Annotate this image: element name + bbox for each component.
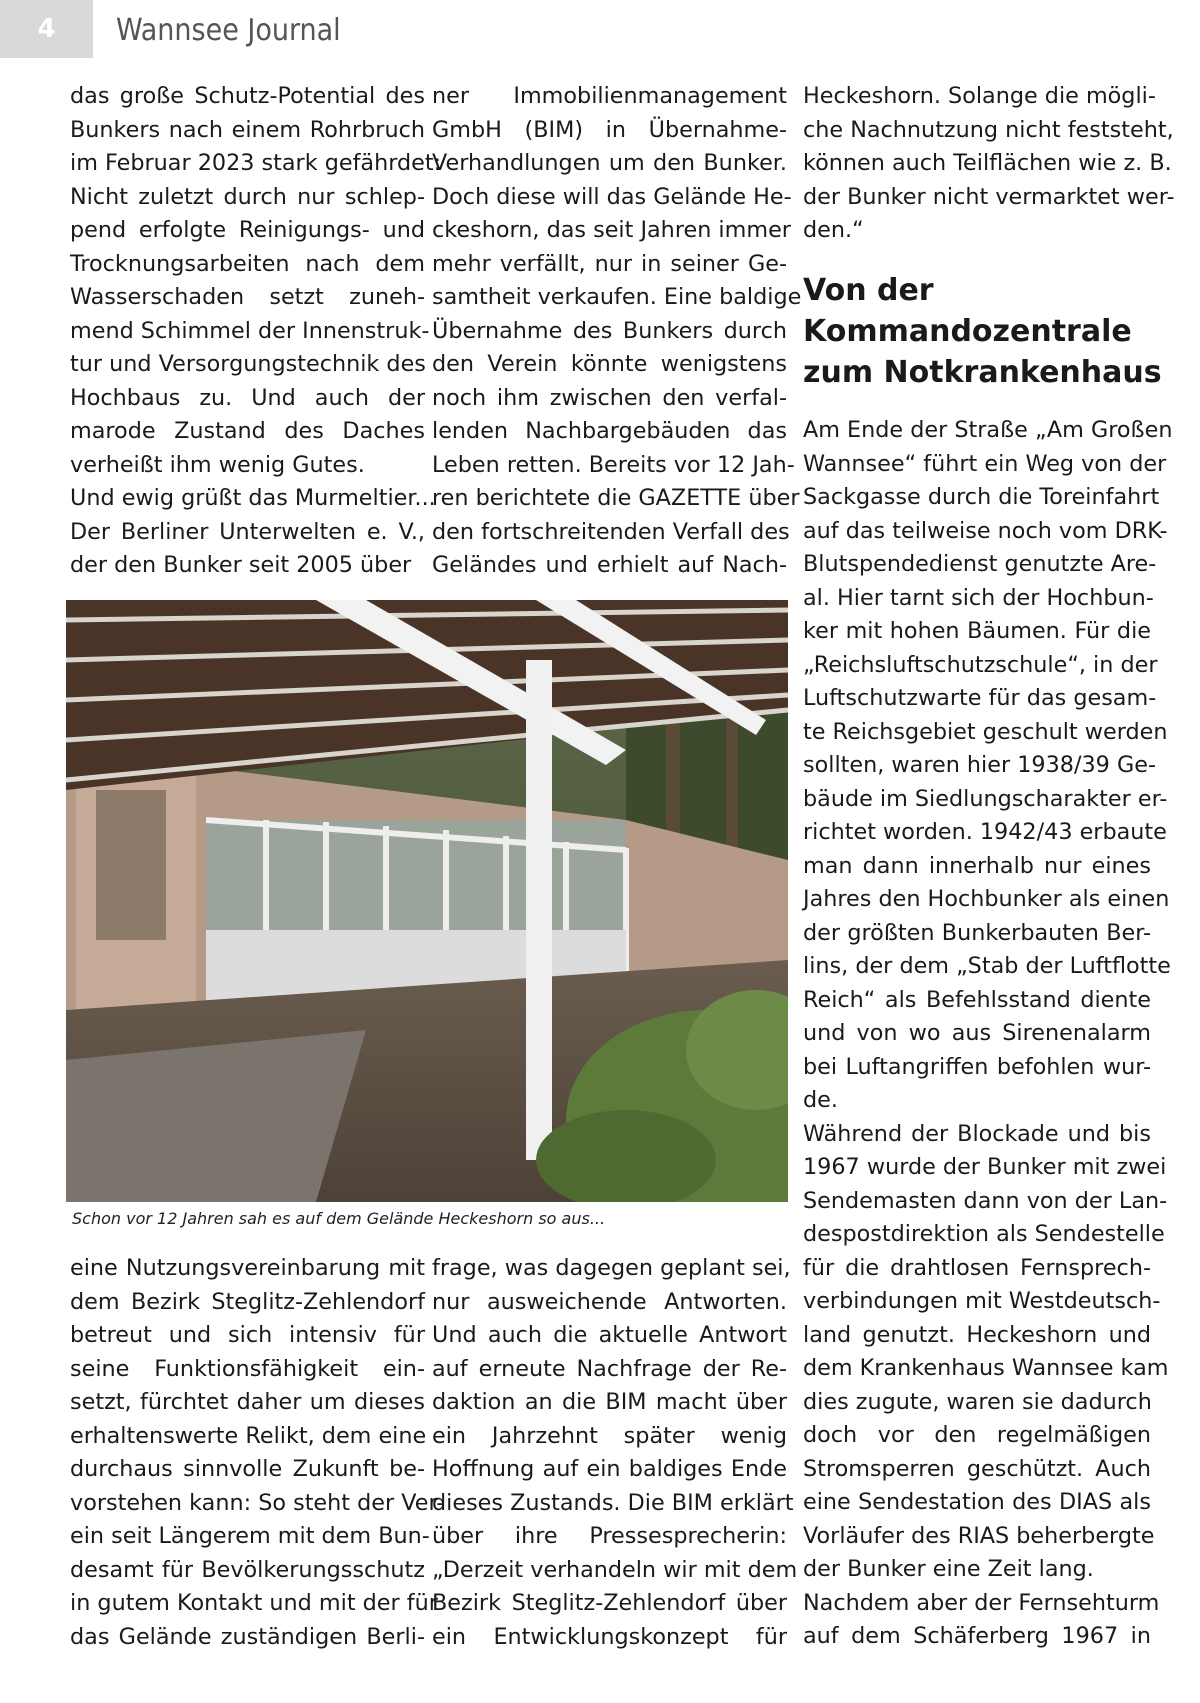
heading-line: zum Notkrankenhaus [803, 355, 1162, 390]
text-line: Leben retten. Bereits vor 12 Jah- [432, 451, 795, 478]
text-line: das große Schutz-Potential des [70, 83, 425, 109]
text-line: che Nachnutzung nicht feststeht, [803, 116, 1174, 143]
text-line: verbindungen mit Westdeutsch- [803, 1288, 1161, 1314]
text-line: durchaus sinnvolle Zukunft be- [70, 1456, 425, 1482]
text-line: Hoffnung auf ein baldiges Ende [432, 1456, 787, 1482]
text-line: daktion an die BIM macht über [432, 1389, 787, 1415]
text-line: despostdirektion als Sendestelle [803, 1221, 1165, 1247]
text-line: te Reichsgebiet geschult werden [803, 718, 1168, 745]
text-line: ein Entwicklungskonzept für [432, 1623, 787, 1650]
text-line: ner Immobilienmanagement [432, 83, 787, 109]
text-line: können auch Teilflächen wie z. B. [803, 150, 1172, 176]
text-line: GmbH (BIM) in Übernahme- [432, 116, 787, 143]
text-line: Wannsee“ führt ein Weg von der [803, 450, 1167, 477]
column-2-bottom-text [432, 1252, 798, 1654]
text-line: im Februar 2023 stark gefährdet: [70, 150, 442, 176]
text-line: Bezirk Steglitz-Zehlendorf über [432, 1590, 787, 1616]
text-line: und von wo aus Sirenenalarm [803, 1020, 1151, 1046]
text-line: vorstehen kann: So steht der Ver- [70, 1489, 445, 1516]
text-line: dem Bezirk Steglitz-Zehlendorf [70, 1288, 425, 1315]
column-1-bottom-text [70, 1252, 445, 1654]
heading-line: Von der [803, 273, 934, 308]
text-line: seine Funktionsfähigkeit ein- [70, 1355, 425, 1382]
text-line: „Derzeit verhandeln wir mit dem [432, 1556, 798, 1583]
text-line: über ihre Pressesprecherin: [432, 1523, 787, 1549]
text-line: bei Luftangriffen befohlen wur- [803, 1053, 1151, 1080]
text-line: verheißt ihm wenig Gutes. [70, 451, 365, 478]
text-line: Jahres den Hochbunker als einen [803, 886, 1170, 912]
text-line: dies zugute, waren sie dadurch [803, 1388, 1152, 1415]
text-line: nur ausweichende Antworten. [432, 1288, 787, 1315]
text-line: doch vor den regelmäßigen [803, 1422, 1151, 1448]
text-line: bäude im Siedlungscharakter er- [803, 785, 1168, 812]
text-line: Der Berliner Unterwelten e. V., [70, 518, 425, 545]
text-line: Nicht zuletzt durch nur schlep- [70, 183, 425, 210]
text-line: man dann innerhalb nur eines [803, 852, 1151, 879]
page-number: 4 [0, 0, 93, 58]
text-line: Geländes und erhielt auf Nach- [432, 552, 787, 578]
text-line: noch ihm zwischen den verfal- [432, 384, 787, 411]
text-line: „Reichsluftschutzschule“, in der [803, 651, 1158, 678]
heading-line: Kommandozentrale [803, 314, 1132, 349]
text-line: auf erneute Nachfrage der Re- [432, 1355, 787, 1382]
text-line: de. [803, 1087, 838, 1113]
text-line: mehr verfällt, nur in seiner Ge- [432, 250, 787, 277]
text-line: Vorläufer des RIAS beherbergte [803, 1522, 1155, 1549]
text-line: Heckeshorn. Solange die mögli- [803, 83, 1156, 109]
text-line: Übernahme des Bunkers durch [432, 317, 787, 344]
text-line: der den Bunker seit 2005 über [70, 552, 412, 578]
text-line: Doch diese will das Gelände He- [432, 183, 792, 210]
text-line: in gutem Kontakt und mit der für [70, 1590, 438, 1616]
text-line: al. Hier tarnt sich der Hochbun- [803, 584, 1154, 611]
text-line: für die drahtlosen Fernsprech- [803, 1254, 1151, 1281]
page-header [0, 0, 1200, 58]
column-3-intro-text [803, 80, 1175, 248]
text-line: Nachdem aber der Fernsehturm [803, 1589, 1160, 1616]
text-line: desamt für Bevölkerungsschutz [70, 1556, 425, 1583]
text-line: Luftschutzwarte für das gesam- [803, 685, 1157, 711]
text-line: frage, was dagegen geplant sei, [432, 1255, 791, 1281]
text-line: sollten, waren hier 1938/39 Ge- [803, 752, 1156, 778]
text-line: der Bunker eine Zeit lang. [803, 1556, 1094, 1582]
text-line: Trocknungsarbeiten nach dem [70, 250, 425, 277]
text-line: den.“ [803, 217, 864, 243]
text-line: tur und Versorgungstechnik des [70, 351, 426, 377]
text-line: ein Jahrzehnt später wenig [432, 1422, 787, 1449]
text-line: Während der Blockade und bis [803, 1120, 1151, 1147]
section-heading [803, 270, 1162, 393]
text-line: Und auch die aktuelle Antwort [432, 1322, 787, 1348]
text-line: Blutspendedienst genutzte Are- [803, 551, 1157, 577]
column-2-top-text [432, 80, 802, 583]
text-line: land genutzt. Heckeshorn und [803, 1321, 1151, 1348]
article-photo [66, 600, 788, 1202]
text-line: eine Nutzungsvereinbarung mit [70, 1255, 425, 1281]
text-line: pend erfolgte Reinigungs- und [70, 217, 425, 243]
text-line: der Bunker nicht vermarktet wer- [803, 183, 1175, 210]
text-line: das Gelände zuständigen Berli- [70, 1623, 425, 1650]
text-line: betreut und sich intensiv für [70, 1322, 425, 1348]
column-3-body-text [803, 414, 1173, 1654]
text-line: ckeshorn, das seit Jahren immer [432, 217, 791, 243]
text-line: mend Schimmel der Innenstruk- [70, 317, 430, 344]
journal-title: Wannsee Journal [116, 13, 341, 48]
text-line: den fortschreitenden Verfall des [432, 518, 790, 545]
text-line: Sackgasse durch die Toreinfahrt [803, 484, 1160, 510]
bunker-ruin-photo [66, 600, 788, 1202]
text-line: 1967 wurde der Bunker mit zwei [803, 1154, 1167, 1180]
text-line: samtheit verkaufen. Eine baldige [432, 284, 802, 310]
text-line: ein seit Längerem mit dem Bun- [70, 1523, 430, 1549]
text-line: Verhandlungen um den Bunker. [432, 150, 787, 176]
photo-caption: Schon vor 12 Jahren sah es auf dem Gelände Heckeshorn so aus... [72, 1209, 606, 1228]
text-line: auf dem Schäferberg 1967 in [803, 1623, 1151, 1649]
text-line: Wasserschaden setzt zuneh- [70, 284, 425, 310]
text-line: erhaltenswerte Relikt, dem eine [70, 1422, 427, 1449]
text-line: Stromsperren geschützt. Auch [803, 1455, 1151, 1482]
text-line: den Verein könnte wenigstens [432, 351, 787, 377]
text-line: dieses Zustands. Die BIM erklärt [432, 1489, 794, 1516]
text-line: marode Zustand des Daches [70, 418, 425, 444]
text-line: ker mit hohen Bäumen. Für die [803, 618, 1151, 644]
column-1-top-text [70, 80, 442, 583]
text-line: Und ewig grüßt das Murmeltier... [70, 485, 436, 511]
text-line: eine Sendestation des DIAS als [803, 1489, 1151, 1515]
text-line: setzt, fürchtet daher um dieses [70, 1389, 425, 1415]
text-line: Reich“ als Befehlsstand diente [803, 986, 1151, 1013]
text-line: ren berichtete die GAZETTE über [432, 485, 800, 511]
text-line: Sendemasten dann von der Lan- [803, 1187, 1168, 1214]
text-line: der größten Bunkerbauten Ber- [803, 919, 1151, 946]
text-line: Am Ende der Straße „Am Großen [803, 417, 1173, 443]
text-line: dem Krankenhaus Wannsee kam [803, 1355, 1169, 1381]
text-line: lins, der dem „Stab der Luftflotte [803, 953, 1171, 979]
text-line: auf das teilweise noch vom DRK- [803, 517, 1168, 544]
text-line: Hochbaus zu. Und auch der [70, 384, 425, 411]
text-line: lenden Nachbargebäuden das [432, 418, 787, 444]
text-line: richtet worden. 1942/43 erbaute [803, 819, 1167, 845]
text-line: Bunkers nach einem Rohrbruch [70, 116, 425, 143]
